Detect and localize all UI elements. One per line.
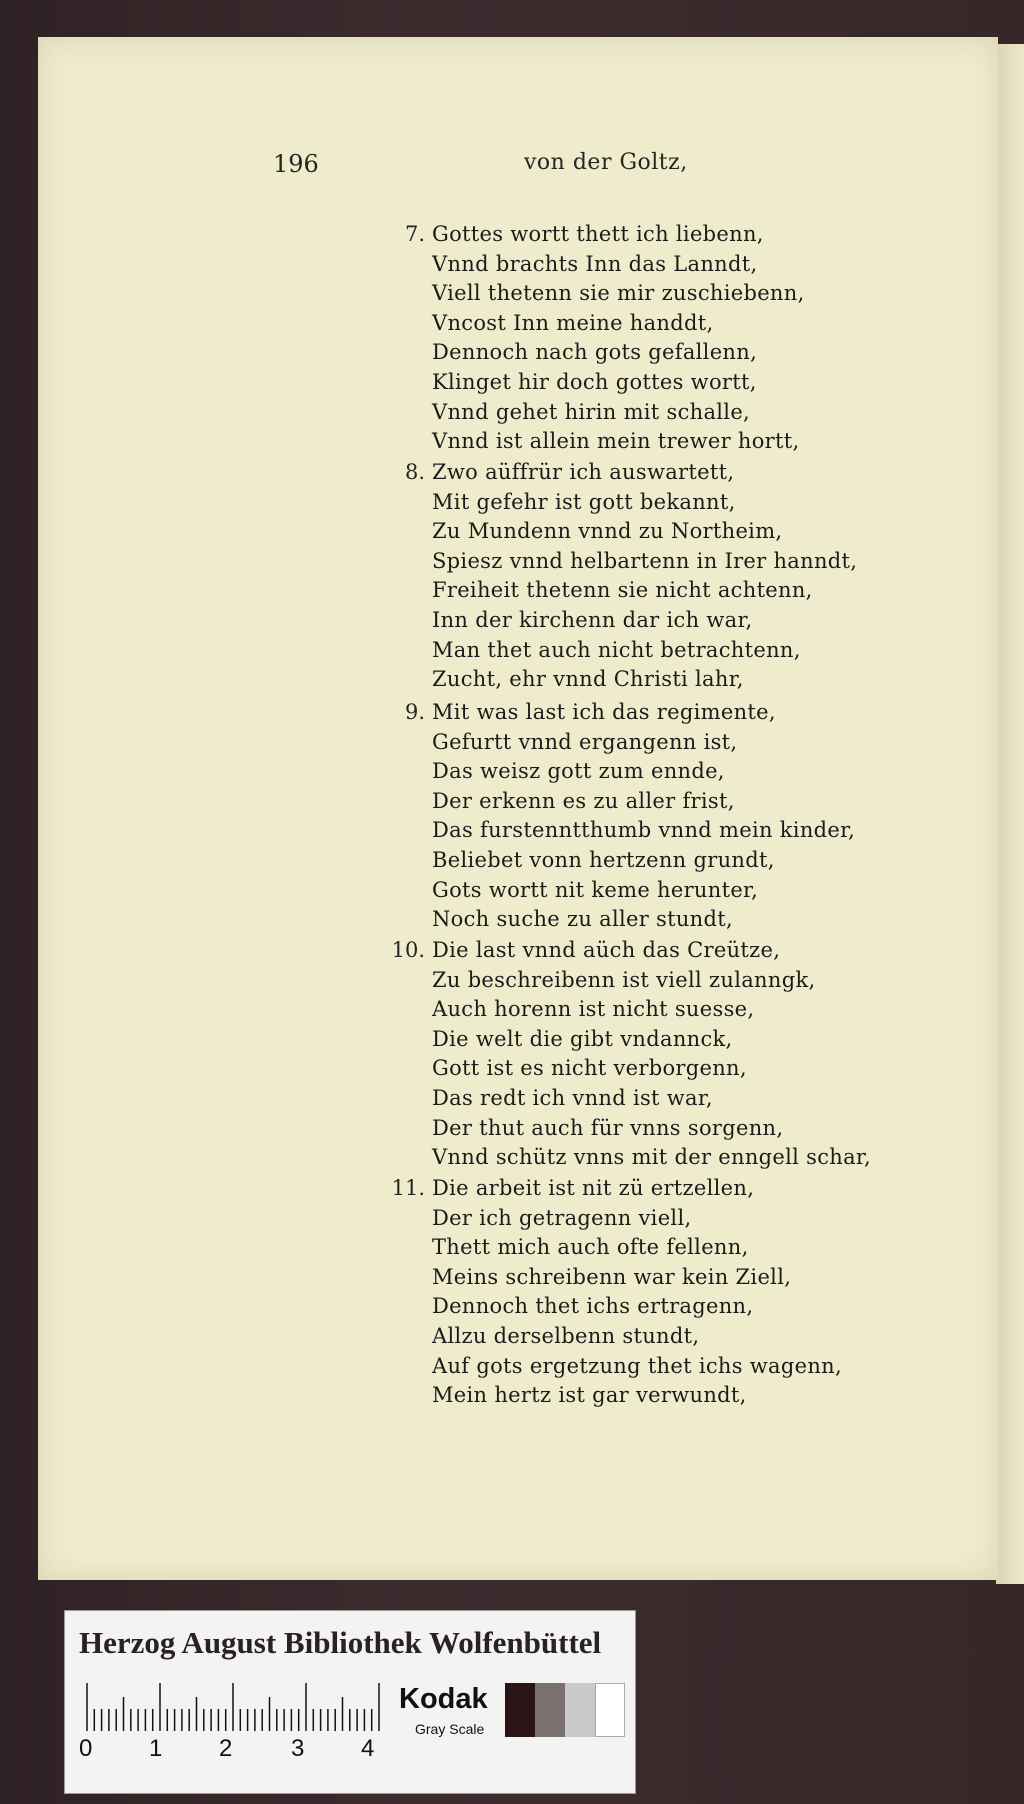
stanza-number: 9. [404,700,425,724]
ruler-number: 1 [149,1735,163,1762]
verse-line: Allzu derselbenn stundt, [432,1324,700,1348]
verse-line: Das furstenntthumb vnnd mein kinder, [432,818,856,843]
verse-line: Dennoch thet ichs ertragenn, [432,1294,754,1319]
verse-line: Vncost Inn meine handdt, [432,310,714,335]
verse-line: Klinget hir doch gottes wortt, [432,370,757,394]
gray-swatch-black [505,1683,535,1737]
verse-line: Mein hertz ist gar verwundt, [432,1383,747,1408]
verse-line: Meins schreibenn war kein Ziell, [432,1264,792,1289]
ruler-number: 3 [291,1735,305,1762]
next-page-edge [996,44,1024,1584]
stanza-number: 8. [404,460,425,484]
measurement-ruler [83,1681,383,1731]
page-number: 196 [273,150,319,178]
verse-line: Freiheit thetenn sie nicht achtenn, [432,578,813,603]
verse-line: Gefurtt vnnd ergangenn ist, [432,729,738,754]
verse-line: Der thut auch für vnns sorgenn, [432,1115,784,1140]
gray-swatch-white [595,1683,625,1737]
stanza-number: 11. [391,1176,425,1200]
gray-swatch-light [565,1683,595,1737]
verse-line: Mit was last ich das regimente, [432,700,776,724]
ruler-number: 4 [361,1735,375,1762]
verse-line: Die arbeit ist nit zü ertzellen, [432,1176,755,1200]
verse-line: Der ich getragenn viell, [432,1205,692,1230]
verse-line: Die welt die gibt vndannck, [432,1026,733,1051]
verse-line: Vnnd ist allein mein trewer hortt, [432,429,800,454]
verse-line: Noch suche zu aller stundt, [432,907,733,932]
verse-line: Zu Mundenn vnnd zu Northeim, [432,519,783,544]
verse-line: Auf gots ergetzung thet ichs wagenn, [432,1353,842,1378]
verse-line: Inn der kirchenn dar ich war, [432,608,753,632]
library-name: Herzog August Bibliothek Wolfenbüttel [79,1625,602,1660]
verse-line: Das redt ich vnnd ist war, [432,1086,713,1110]
ruler-number: 0 [79,1735,93,1762]
verse-line: Dennoch nach gots gefallenn, [432,340,758,365]
verse-line: Zwo aüffrür ich auswartett, [432,460,735,484]
verse-line: Vnnd brachts Inn das Lanndt, [432,251,758,276]
verse-line: Zucht, ehr vnnd Christi lahr, [432,667,744,692]
gray-scale-label: Gray Scale [415,1721,485,1737]
verse-line: Beliebet vonn hertzenn grundt, [432,848,775,872]
verse-line: Auch horenn ist nicht suesse, [432,997,755,1022]
verse-line: Spiesz vnnd helbartenn in Irer hanndt, [432,548,858,573]
running-head: von der Goltz, [524,150,688,175]
verse-line: Das weisz gott zum ennde, [432,759,725,784]
verse-line: Gottes wortt thett ich liebenn, [432,222,764,246]
verse-line: Gott ist es nicht verborgenn, [432,1056,747,1081]
verse-line: Die last vnnd aüch das Creütze, [432,938,781,962]
library-target-card [64,1610,636,1794]
kodak-brand: Kodak [399,1683,488,1715]
verse-line: Thett mich auch ofte fellenn, [432,1235,749,1260]
ruler-number: 2 [219,1735,233,1762]
stanza-number: 7. [404,222,425,246]
verse-line: Viell thetenn sie mir zuschiebenn, [432,281,805,306]
stanza-number: 10. [391,938,425,962]
verse-line: Mit gefehr ist gott bekannt, [432,489,736,514]
verse-line: Man thet auch nicht betrachtenn, [432,637,801,662]
gray-swatch-dark [535,1683,565,1737]
verse-line: Zu beschreibenn ist viell zulanngk, [432,967,816,992]
verse-line: Der erkenn es zu aller frist, [432,788,735,813]
verse-line: Vnnd schütz vnns mit der enngell schar, [432,1145,871,1170]
verse-line: Vnnd gehet hirin mit schalle, [432,399,751,424]
verse-line: Gots wortt nit keme herunter, [432,877,759,902]
